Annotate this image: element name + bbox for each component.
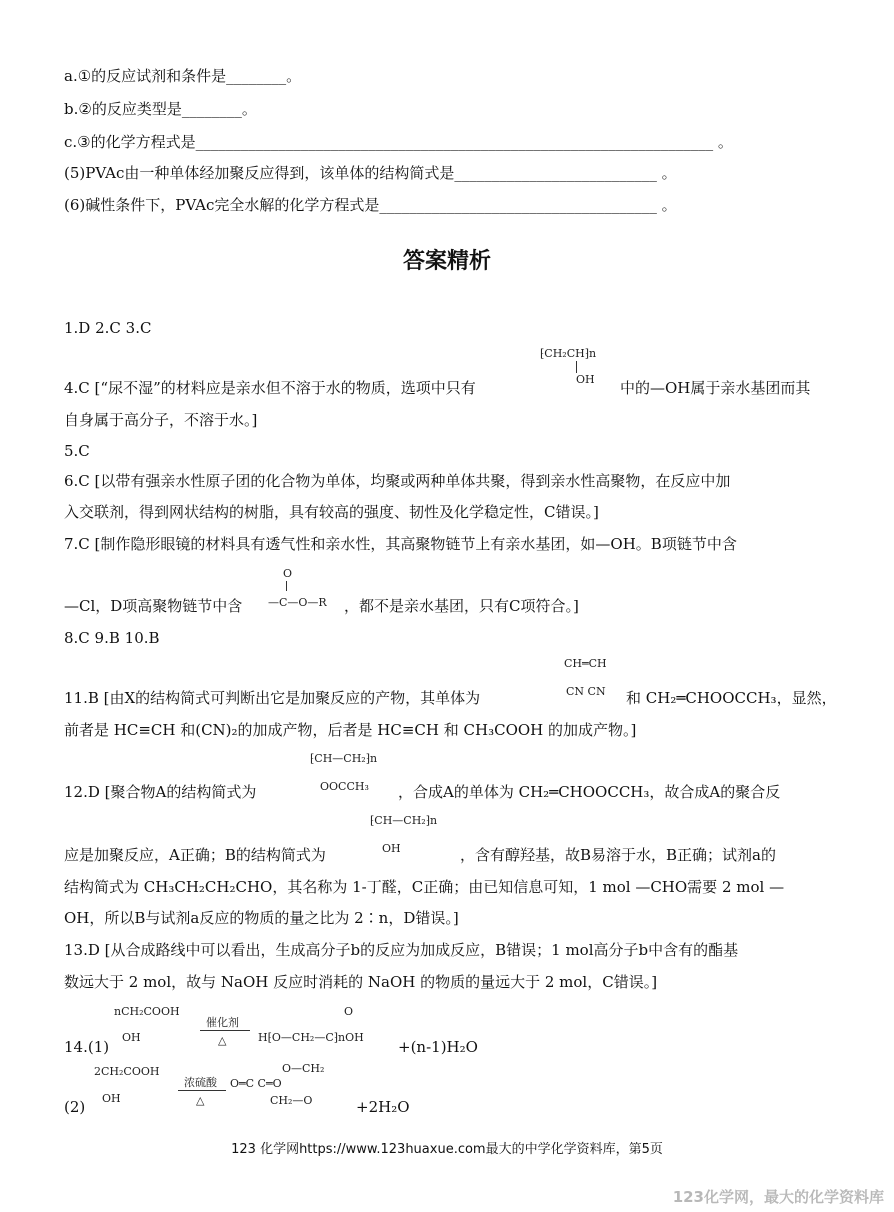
watermark: 123化学网，最大的化学资料库: [672, 1188, 884, 1206]
pvac-structure-bot: OOCCH₃: [320, 780, 369, 793]
answer-4-pre: 4.C [“尿不湿”的材料应是亲水但不溶于水的物质，选项中只有: [64, 379, 476, 397]
pva2-structure-top: ⁅CH—CH₂⁆n: [370, 814, 438, 827]
bond-line: [576, 361, 577, 373]
answer-12-line2-post: ，含有醇羟基，故B易溶于水，B正确；试剂a的: [460, 846, 776, 864]
answer-12-post: ，合成A的单体为 CH₂═CHOOCCH₃，故合成A的聚合反: [398, 783, 781, 801]
cn-structure-bot: CN CN: [566, 685, 606, 698]
r2-reactant-top: 2CH₂COOH: [94, 1065, 160, 1078]
r2-condition-bot: △: [196, 1094, 205, 1107]
answer-12-line3: 结构简式为 CH₃CH₂CH₂CHO，其名称为 1-丁醛，C正确；由已知信息可知，1 mol —CHO需要 2 mol —: [64, 878, 785, 896]
answer-7-line1: 7.C [制作隐形眼镜的材料具有透气性和亲水性，其高聚物链节上有亲水基团，如—OH。B项链节中含: [64, 535, 737, 553]
pva-structure-top: ⁅CH₂CH⁆n: [540, 347, 597, 360]
question-b: b.②的反应类型是________。: [64, 100, 257, 118]
ester-o: O: [283, 567, 293, 580]
question-c: c.③的化学方程式是_____________________________________________________________________ 。: [64, 133, 733, 151]
r2-ring-mid: O═C C═O: [230, 1077, 282, 1090]
pvac-structure-top: ⁅CH—CH₂⁆n: [310, 752, 378, 765]
r1-reactant-top: nCH₂COOH: [114, 1005, 180, 1018]
r1-product-o: O: [344, 1005, 354, 1018]
answer-5: 5.C: [64, 442, 90, 460]
r2-ring-top: O—CH₂: [282, 1062, 325, 1075]
answer-11-line2: 前者是 HC≡CH 和(CN)₂的加成产物，后者是 HC≡CH 和 CH₃COOH 的加成产物。]: [64, 721, 637, 739]
answer-7-pre: —Cl，D项高聚物链节中含: [64, 597, 243, 615]
answer-14-1: 14.(1): [64, 1038, 110, 1056]
answer-4-line2: 自身属于高分子，不溶于水。]: [64, 411, 258, 429]
answer-12-line2-pre: 应是加聚反应，A正确；B的结构简式为: [64, 846, 326, 864]
r2-ring-bot: CH₂—O: [270, 1094, 313, 1107]
question-a: a.①的反应试剂和条件是________。: [64, 67, 302, 85]
r2-tail: +2H₂O: [356, 1098, 410, 1116]
question-5: (5)PVAc由一种单体经加聚反应得到，该单体的结构简式是___________________________ 。: [64, 164, 677, 182]
r1-product: H⁅O—CH₂—C⁆nOH: [258, 1031, 364, 1044]
answer-13-line1: 13.D [从合成路线中可以看出，生成高分子b的反应为加成反应，B错误；1 mol高分子b中含有的酯基: [64, 941, 739, 959]
r2-reactant-bot: OH: [102, 1092, 121, 1105]
r1-condition-top: 催化剂: [206, 1016, 239, 1029]
r2-condition-top: 浓硫酸: [184, 1076, 217, 1089]
bond-double: [286, 581, 287, 591]
answer-7-post: ，都不是亲水基团，只有C项符合。]: [344, 597, 579, 615]
r1-reactant-bot: OH: [122, 1031, 141, 1044]
answer-header: 答案精析: [402, 249, 491, 274]
ester-main: —C—O—R: [268, 596, 327, 609]
r1-tail: +(n-1)H₂O: [398, 1038, 478, 1056]
reaction-arrow: [178, 1090, 226, 1091]
question-6: (6)碱性条件下，PVAc完全水解的化学方程式是_____________________________________ 。: [64, 196, 677, 214]
answer-6-line2: 入交联剂，得到网状结构的树脂，具有较高的强度、韧性及化学稳定性，C错误。]: [64, 503, 599, 521]
pva-structure-oh: OH: [576, 373, 595, 386]
reaction-arrow: [200, 1030, 250, 1031]
answer-11-pre: 11.B [由X的结构简式可判断出它是加聚反应的产物，其单体为: [64, 689, 481, 707]
answer-12-pre: 12.D [聚合物A的结构简式为: [64, 783, 257, 801]
answer-11-post: 和 CH₂═CHOOCCH₃，显然，: [626, 689, 837, 707]
answer-1-3: 1.D 2.C 3.C: [64, 319, 152, 337]
page-footer: 123 化学网https://www.123huaxue.com最大的中学化学资料库，第5页: [231, 1142, 663, 1157]
cn-structure-top: CH═CH: [564, 657, 607, 670]
answer-6-line1: 6.C [以带有强亲水性原子团的化合物为单体，均聚或两种单体共聚，得到亲水性高聚物，在反应中加: [64, 472, 731, 490]
answer-13-line2: 数远大于 2 mol，故与 NaOH 反应时消耗的 NaOH 的物质的量远大于 2 mol，C错误。]: [64, 973, 658, 991]
pva2-structure-bot: OH: [382, 842, 401, 855]
answer-8-10: 8.C 9.B 10.B: [64, 629, 160, 647]
answer-4-post: 中的—OH属于亲水基团而其: [620, 379, 811, 397]
answer-14-2: (2): [64, 1098, 86, 1116]
answer-12-line4: OH，所以B与试剂a反应的物质的量之比为 2∶n，D错误。]: [64, 909, 459, 927]
r1-condition-bot: △: [218, 1034, 227, 1047]
